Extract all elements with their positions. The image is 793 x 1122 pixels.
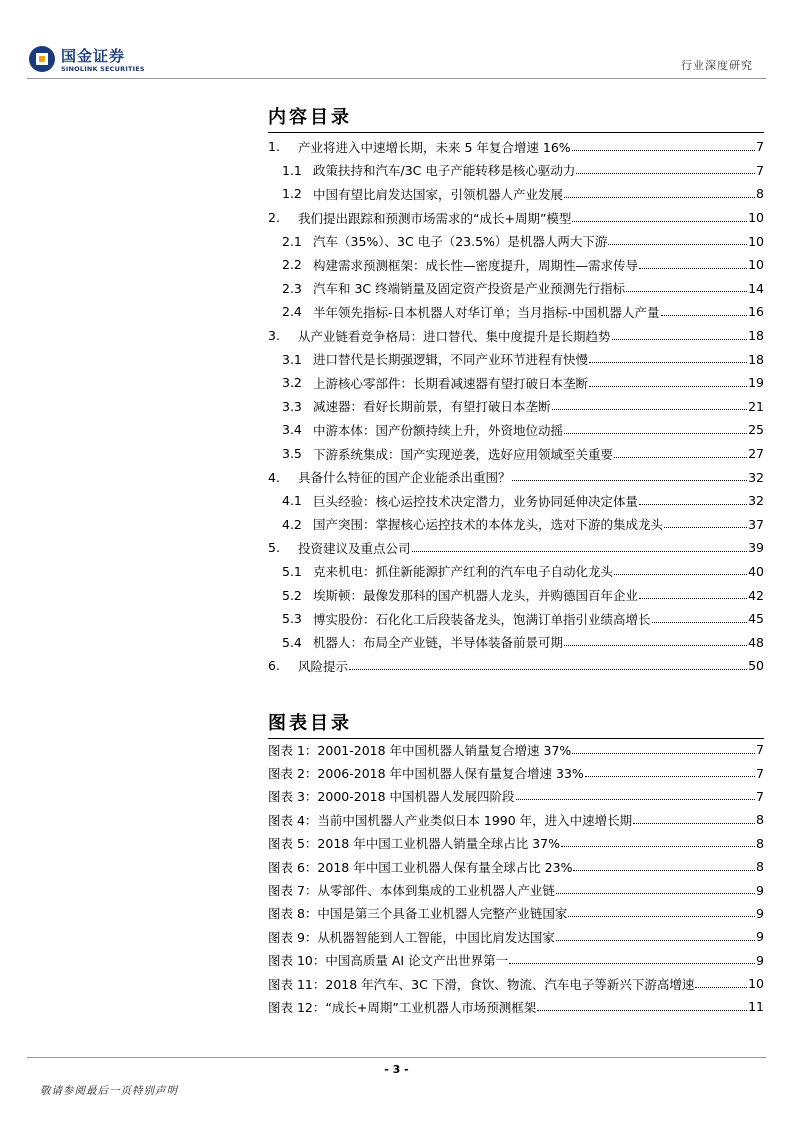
toc-dot-leader bbox=[564, 420, 747, 434]
toc-entry-number: 3.2 bbox=[282, 375, 302, 391]
figure-dot-leader bbox=[568, 903, 755, 917]
toc-entry[interactable] bbox=[268, 560, 764, 584]
toc-entry-page: 10 bbox=[748, 233, 764, 249]
toc-entry-number: 3.5 bbox=[282, 446, 302, 462]
toc-entry-number: 4. bbox=[268, 469, 280, 485]
figure-entry-page: 9 bbox=[756, 929, 764, 945]
toc-entry-page: 32 bbox=[748, 493, 764, 509]
toc-entry-page: 18 bbox=[748, 328, 764, 344]
toc-entry[interactable] bbox=[268, 489, 764, 513]
toc-entry[interactable] bbox=[268, 277, 764, 301]
figure-dot-leader bbox=[561, 833, 755, 847]
toc-dot-leader bbox=[652, 609, 748, 623]
figure-entry[interactable] bbox=[268, 972, 764, 995]
logo-english-name: SINOLINK SECURITIES bbox=[61, 65, 145, 73]
toc-entry-page: 32 bbox=[748, 469, 764, 485]
toc-entry-title: 我们提出跟踪和预测市场需求的“成长+周期”模型 bbox=[298, 210, 572, 226]
figure-entry-page: 7 bbox=[756, 765, 764, 781]
toc-entry-page: 16 bbox=[748, 304, 764, 320]
report-type-label: 行业深度研究 bbox=[681, 59, 753, 72]
toc-entry-number: 3. bbox=[268, 328, 280, 344]
figure-dot-leader bbox=[572, 740, 755, 754]
figure-dot-leader bbox=[695, 974, 747, 988]
toc-dot-leader bbox=[639, 491, 747, 505]
figure-entry-page: 10 bbox=[748, 976, 764, 992]
figure-entry-page: 9 bbox=[756, 952, 764, 968]
figure-entry-title: 图表 1：2001-2018 年中国机器人销量复合增速 37% bbox=[268, 742, 572, 758]
figure-entry-page: 7 bbox=[756, 788, 764, 804]
figure-entry-page: 8 bbox=[756, 812, 764, 828]
toc-entry-number: 5. bbox=[268, 540, 280, 556]
toc-entry-page: 25 bbox=[748, 422, 764, 438]
toc-entry-page: 39 bbox=[748, 540, 764, 556]
toc-entry[interactable] bbox=[268, 418, 764, 442]
toc-entry[interactable] bbox=[268, 513, 764, 537]
toc-entry-title: 产业将进入中速增长期，未来 5 年复合增速 16% bbox=[298, 139, 571, 155]
figure-dot-leader bbox=[509, 950, 755, 964]
toc-dot-leader bbox=[564, 184, 755, 198]
figure-entry[interactable] bbox=[268, 949, 764, 972]
figure-entry[interactable] bbox=[268, 832, 764, 855]
toc-entry-title: 从产业链看竞争格局：进口替代、集中度提升是长期趋势 bbox=[298, 328, 611, 344]
toc-dot-leader bbox=[614, 561, 747, 575]
figure-entry[interactable] bbox=[268, 761, 764, 784]
toc-entry-page: 27 bbox=[748, 446, 764, 462]
logo-emblem-icon bbox=[27, 44, 57, 74]
toc-dot-leader bbox=[564, 632, 747, 646]
toc-dot-leader bbox=[661, 302, 748, 316]
toc-entry-page: 45 bbox=[748, 611, 764, 627]
toc-dot-leader bbox=[412, 538, 748, 552]
figure-list bbox=[268, 738, 764, 1019]
company-logo bbox=[27, 44, 157, 76]
toc-dot-leader bbox=[639, 585, 747, 599]
figure-entry-page: 9 bbox=[756, 905, 764, 921]
figure-entry-title: 图表 10：中国高质量 AI 论文产出世界第一 bbox=[268, 953, 509, 969]
toc-dot-leader bbox=[576, 160, 755, 174]
figure-entry[interactable] bbox=[268, 902, 764, 925]
toc-entry-number: 1. bbox=[268, 139, 280, 155]
toc-dot-leader bbox=[572, 137, 755, 151]
toc-entry[interactable] bbox=[268, 630, 764, 654]
header-divider bbox=[27, 78, 766, 79]
toc-entry-number: 3.1 bbox=[282, 351, 302, 367]
figure-dot-leader bbox=[556, 927, 755, 941]
toc-entry-page: 19 bbox=[748, 375, 764, 391]
toc-entry[interactable] bbox=[268, 395, 764, 419]
toc-entry-page: 18 bbox=[748, 351, 764, 367]
toc-entry[interactable] bbox=[268, 654, 764, 678]
toc-entry-title: 中游本体：国产份额持续上升，外资地位动摇 bbox=[313, 422, 564, 438]
toc-entry[interactable] bbox=[268, 159, 764, 183]
figure-dot-leader bbox=[537, 997, 747, 1011]
toc-entry-title: 埃斯顿：最像发那科的国产机器人龙头，并购德国百年企业 bbox=[313, 588, 639, 604]
figure-entry-page: 11 bbox=[748, 999, 764, 1015]
toc-entry-number: 2.4 bbox=[282, 304, 302, 320]
toc-dot-leader bbox=[589, 373, 747, 387]
toc-entry-title: 构建需求预测框架：成长性—密度提升，周期性—需求传导 bbox=[313, 257, 639, 273]
toc-dot-leader bbox=[664, 514, 747, 528]
toc-entry-title: 具备什么特征的国产企业能杀出重围？ bbox=[298, 470, 511, 486]
toc-dot-leader bbox=[572, 208, 747, 222]
toc-entry-number: 5.2 bbox=[282, 587, 302, 603]
toc-dot-leader bbox=[512, 467, 748, 481]
figure-entry-title: 图表 11：2018 年汽车、3C 下滑，食饮、物流、汽车电子等新兴下游高增速 bbox=[268, 976, 695, 992]
toc-entry-title: 下游系统集成：国产实现逆袭，选好应用领域至关重要 bbox=[313, 446, 614, 462]
toc-entry-number: 4.1 bbox=[282, 493, 302, 509]
toc-entry-number: 2.2 bbox=[282, 257, 302, 273]
figure-dot-leader bbox=[516, 786, 756, 800]
toc-entry-page: 7 bbox=[756, 162, 764, 178]
toc-entry-number: 1.1 bbox=[282, 162, 302, 178]
toc-heading-divider bbox=[268, 132, 764, 133]
toc-dot-leader bbox=[552, 396, 748, 410]
toc-entry-number: 3.3 bbox=[282, 398, 302, 414]
toc-dot-leader bbox=[608, 231, 747, 245]
figure-dot-leader bbox=[556, 880, 755, 894]
toc-entry[interactable] bbox=[268, 182, 764, 206]
figure-list-heading: 图表目录 bbox=[268, 713, 352, 734]
figure-entry[interactable] bbox=[268, 785, 764, 808]
figure-entry[interactable] bbox=[268, 925, 764, 948]
toc-entry-title: 风险提示 bbox=[298, 658, 349, 674]
table-of-contents bbox=[268, 135, 764, 678]
figure-entry[interactable] bbox=[268, 855, 764, 878]
toc-entry-page: 14 bbox=[748, 280, 764, 296]
toc-entry-number: 5.3 bbox=[282, 611, 302, 627]
figure-entry-page: 9 bbox=[756, 882, 764, 898]
toc-entry-title: 汽车和 3C 终端销量及固定资产投资是产业预测先行指标 bbox=[313, 281, 626, 297]
page-header bbox=[0, 0, 793, 80]
toc-entry-number: 2.1 bbox=[282, 233, 302, 249]
toc-entry-page: 37 bbox=[748, 516, 764, 532]
figure-entry-page: 8 bbox=[756, 835, 764, 851]
figure-entry-title: 图表 7：从零部件、本体到集成的工业机器人产业链 bbox=[268, 883, 555, 899]
toc-entry-page: 40 bbox=[748, 563, 764, 579]
toc-entry[interactable] bbox=[268, 371, 764, 395]
toc-entry-number: 5.4 bbox=[282, 634, 302, 650]
figure-entry-page: 7 bbox=[756, 742, 764, 758]
toc-entry[interactable] bbox=[268, 583, 764, 607]
toc-entry-number: 1.2 bbox=[282, 186, 302, 202]
toc-entry-page: 10 bbox=[748, 210, 764, 226]
logo-chinese-name: 国金证券 bbox=[61, 47, 126, 65]
figure-entry[interactable] bbox=[268, 878, 764, 901]
page-number: - 3 - bbox=[384, 1063, 409, 1076]
toc-entry-page: 8 bbox=[756, 186, 764, 202]
figure-dot-leader bbox=[585, 763, 755, 777]
figure-entry-page: 8 bbox=[756, 859, 764, 875]
toc-dot-leader bbox=[639, 255, 747, 269]
figure-entry-title: 图表 3：2000-2018 中国机器人发展四阶段 bbox=[268, 789, 515, 805]
toc-entry-title: 汽车（35%）、3C 电子（23.5%）是机器人两大下游 bbox=[313, 234, 608, 250]
toc-dot-leader bbox=[612, 326, 748, 340]
toc-entry[interactable] bbox=[268, 607, 764, 631]
toc-entry-number: 2.3 bbox=[282, 280, 302, 296]
toc-heading: 内容目录 bbox=[268, 107, 352, 128]
figure-entry-title: 图表 6：2018 年中国工业机器人保有量全球占比 23% bbox=[268, 859, 573, 875]
toc-entry[interactable] bbox=[268, 536, 764, 560]
toc-entry[interactable] bbox=[268, 253, 764, 277]
toc-entry-number: 4.2 bbox=[282, 516, 302, 532]
figure-entry-title: 图表 5：2018 年中国工业机器人销量全球占比 37% bbox=[268, 836, 560, 852]
toc-entry-title: 博实股份：石化化工后段装备龙头，饱满订单指引业绩高增长 bbox=[313, 611, 651, 627]
footer-disclaimer: 敬请参阅最后一页特别声明 bbox=[40, 1085, 178, 1097]
toc-entry-title: 巨头经验：核心运控技术决定潜力，业务协同延伸决定体量 bbox=[313, 493, 639, 509]
toc-entry-page: 50 bbox=[748, 658, 764, 674]
toc-entry[interactable] bbox=[268, 347, 764, 371]
toc-dot-leader bbox=[614, 444, 747, 458]
toc-dot-leader bbox=[349, 656, 747, 670]
toc-entry[interactable] bbox=[268, 300, 764, 324]
toc-dot-leader bbox=[626, 278, 747, 292]
toc-entry[interactable] bbox=[268, 135, 764, 159]
toc-entry-title: 半年领先指标-日本机器人对华订单；当月指标-中国机器人产量 bbox=[313, 304, 660, 320]
toc-entry-title: 上游核心零部件：长期看减速器有望打破日本垄断 bbox=[313, 375, 589, 391]
figure-dot-leader bbox=[633, 810, 755, 824]
toc-entry-number: 2. bbox=[268, 210, 280, 226]
toc-entry-title: 政策扶持和汽车/3C 电子产能转移是核心驱动力 bbox=[313, 163, 576, 179]
toc-dot-leader bbox=[589, 349, 747, 363]
toc-entry-title: 中国有望比肩发达国家，引领机器人产业发展 bbox=[313, 186, 564, 202]
figure-entry-title: 图表 4：当前中国机器人产业类似日本 1990 年，进入中速增长期 bbox=[268, 812, 633, 828]
figure-entry-title: 图表 9：从机器智能到人工智能，中国比肩发达国家 bbox=[268, 929, 555, 945]
figure-entry[interactable] bbox=[268, 738, 764, 761]
figure-entry-title: 图表 12：“成长+周期”工业机器人市场预测框架 bbox=[268, 999, 537, 1015]
toc-entry-page: 10 bbox=[748, 257, 764, 273]
toc-entry[interactable] bbox=[268, 229, 764, 253]
figure-entry-title: 图表 8：中国是第三个具备工业机器人完整产业链国家 bbox=[268, 906, 568, 922]
toc-entry-page: 42 bbox=[748, 587, 764, 603]
figure-entry[interactable] bbox=[268, 995, 764, 1018]
toc-entry-title: 减速器：看好长期前景，有望打破日本垄断 bbox=[313, 399, 551, 415]
toc-entry-number: 6. bbox=[268, 658, 280, 674]
toc-entry-page: 48 bbox=[748, 634, 764, 650]
toc-entry[interactable] bbox=[268, 465, 764, 489]
toc-entry-page: 7 bbox=[756, 139, 764, 155]
figure-entry[interactable] bbox=[268, 808, 764, 831]
toc-entry-title: 国产突围：掌握核心运控技术的本体龙头，选对下游的集成龙头 bbox=[313, 517, 664, 533]
toc-entry[interactable] bbox=[268, 206, 764, 230]
toc-entry-title: 克来机电：抓住新能源扩产红利的汽车电子自动化龙头 bbox=[313, 564, 614, 580]
toc-entry[interactable] bbox=[268, 324, 764, 348]
toc-entry-page: 21 bbox=[748, 398, 764, 414]
toc-entry-title: 进口替代是长期强逻辑，不同产业环节进程有快慢 bbox=[313, 352, 589, 368]
footer-divider bbox=[27, 1057, 766, 1058]
toc-entry-number: 3.4 bbox=[282, 422, 302, 438]
figure-dot-leader bbox=[573, 857, 755, 871]
toc-entry-title: 投资建议及重点公司 bbox=[298, 540, 411, 556]
toc-entry-number: 5.1 bbox=[282, 563, 302, 579]
toc-entry[interactable] bbox=[268, 442, 764, 466]
toc-entry-title: 机器人：布局全产业链，半导体装备前景可期 bbox=[313, 635, 564, 651]
figure-entry-title: 图表 2：2006-2018 年中国机器人保有量复合增速 33% bbox=[268, 766, 584, 782]
